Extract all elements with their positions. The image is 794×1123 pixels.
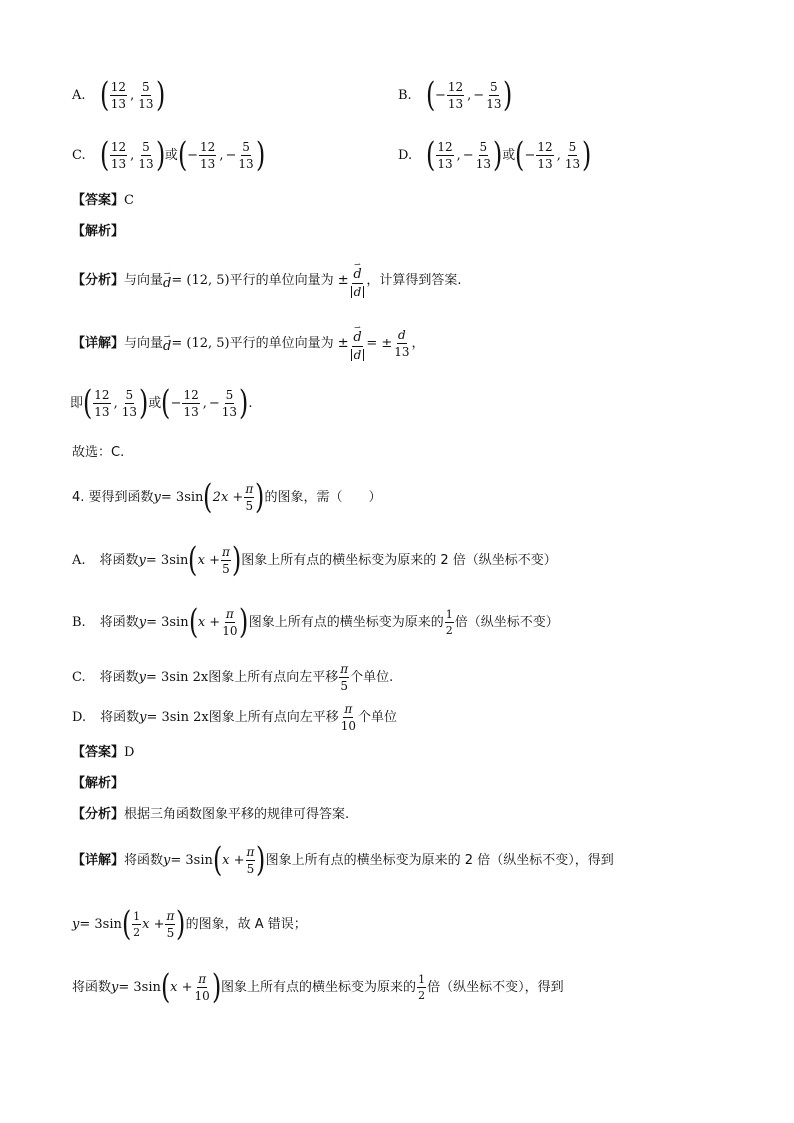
q3-xiangjie: 【详解】 与向量 ⇀ d = (12, 5) 平行的单位向量为 ± ⇀ d d = ± $\frac{d}{13}$ ，	[72, 323, 425, 363]
q4-stem: 4. 要得到函数 y = 3sin ( 2x + $\frac{\pi}{5}$ ) 的图象，需（ ）	[72, 477, 382, 517]
left-paren: (	[99, 75, 109, 115]
q4-option-c: C. 将函数 y = 3sin 2x 图象上所有点向左平移 $\frac{\pi}{5}$ 个单位.	[72, 662, 394, 693]
q3-analysis-heading: 【解析】	[72, 224, 125, 239]
q3-guxuan: 故选：C.	[72, 445, 125, 460]
q4-analysis-heading: 【解析】	[72, 776, 125, 791]
q4-option-b: B. 将函数 y = 3sin ( x + $\frac{\pi}{10}$ ) 图象上所有点的横坐标变为原来的 $\frac{1}{2}$ 倍（纵坐标不变）	[72, 602, 559, 642]
fraction: $\frac{5}{13}$	[138, 79, 154, 111]
q3-option-d: D. ( $\frac{12}{13}$ , − $\frac{5}{13}$ ) 或 ( − $\frac{12}{13}$ , $\frac{5}{13}$ )	[398, 135, 592, 175]
q4-xiangjie-1: 【详解】 将函数 y = 3sin ( x + $\frac{\pi}{5}$ ) 图象上所有点的横坐标变为原来的 2 倍（纵坐标不变），得到	[72, 840, 614, 880]
q4-option-a: A. 将函数 y = 3sin ( x + $\frac{\pi}{5}$ ) 图象上所有点的横坐标变为原来的 2 倍（纵坐标不变）	[72, 540, 557, 580]
q3-option-c: C. ( $\frac{12}{13}$ , $\frac{5}{13}$ ) 或 ( − $\frac{12}{13}$ , − $\frac{5}{13}$ )	[72, 135, 265, 175]
option-label: A.	[72, 87, 86, 103]
option-label: B.	[398, 87, 412, 103]
q3-answer: 【答案】 C	[72, 193, 134, 208]
q4-xiangjie-3: 将函数 y = 3sin ( x + $\frac{\pi}{10}$ ) 图象上所有点的横坐标变为原来的 $\frac{1}{2}$ 倍（纵坐标不变），得到	[72, 967, 564, 1007]
q3-option-a: A. ( $\frac{12}{13}$ , $\frac{5}{13}$ )	[72, 75, 165, 115]
right-paren: )	[155, 75, 165, 115]
q4-answer: 【答案】 D	[72, 745, 135, 760]
q4-option-d: D. 将函数 y = 3sin 2x 图象上所有点向左平移 $\frac{\pi}{10}$ 个单位	[72, 702, 398, 733]
q3-fenxi: 【分析】 与向量 ⇀ d = (12, 5) 平行的单位向量为 ± ⇀ d d ，计算得到答案.	[72, 260, 462, 300]
q4-fenxi: 【分析】 根据三角函数图象平移的规律可得答案.	[72, 807, 350, 822]
q3-xiangjie-result: 即 ( $\frac{12}{13}$ , $\frac{5}{13}$ ) 或 ( − $\frac{12}{13}$ , − $\frac{5}{13}$ ) .	[70, 383, 253, 423]
q4-xiangjie-2: y = 3sin ( $\frac{1}{2}$ x + $\frac{\pi}{5}$ ) 的图象，故 A 错误；	[72, 904, 307, 944]
fraction: $\frac{12}{13}$	[110, 79, 127, 111]
q3-option-b: B. ( − $\frac{12}{13}$ , − $\frac{5}{13}$ )	[398, 75, 513, 115]
